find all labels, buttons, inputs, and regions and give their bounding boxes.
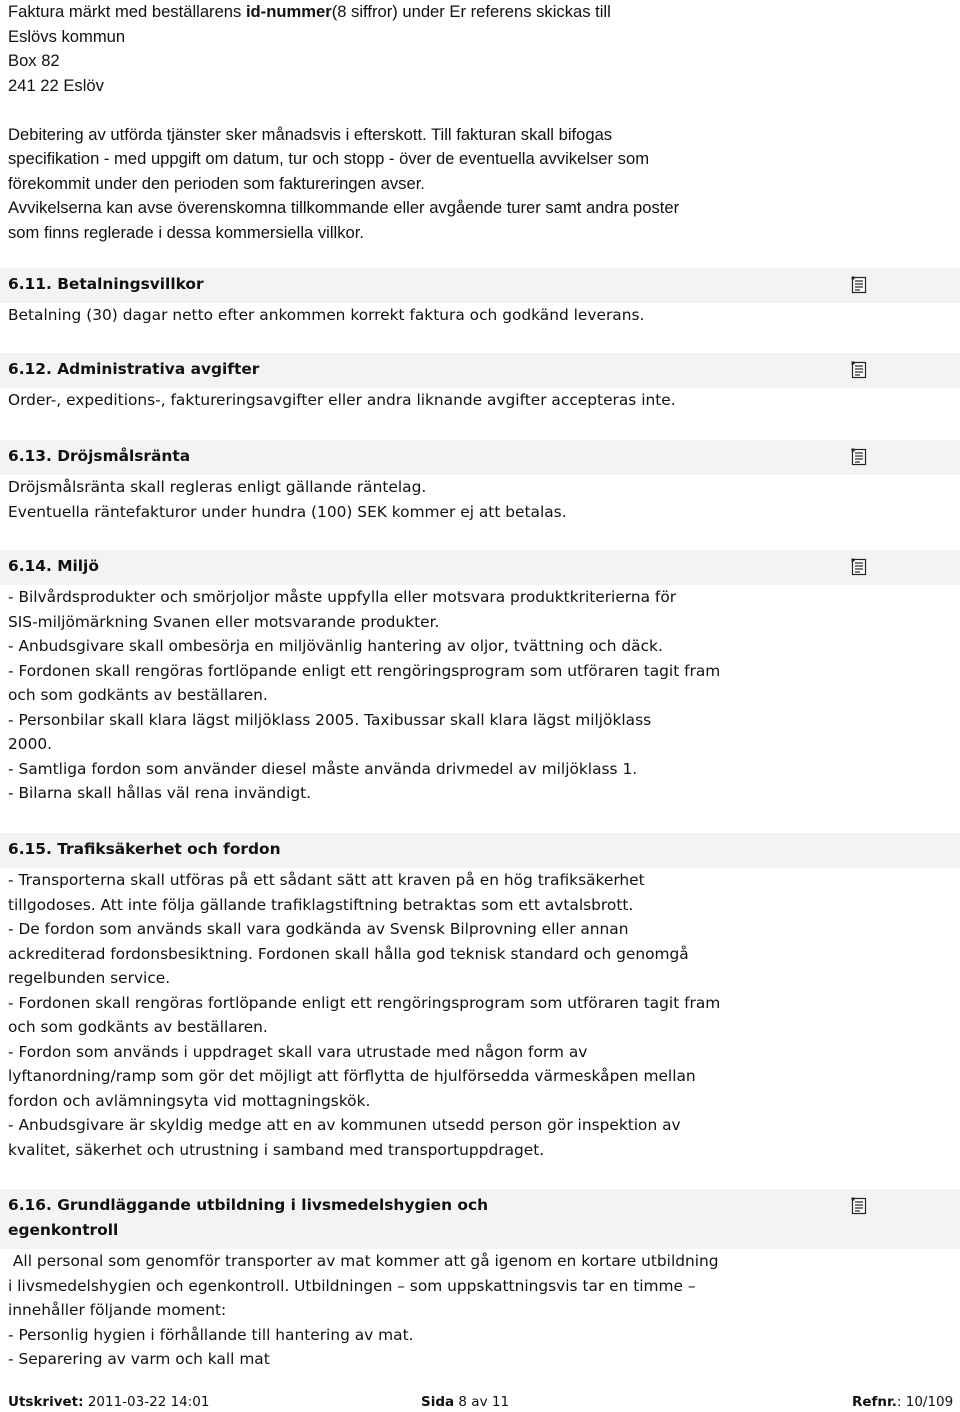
section-body-line: - Bilvårdsprodukter och smörjoljor måste uppfylla eller motsvara produktkriterierna för [8,588,677,606]
address-line-1: Eslövs kommun [8,26,126,46]
section-title-line [8,272,952,297]
section-body [0,1249,960,1372]
section-6-11 [0,268,960,328]
section-heading [0,1189,960,1249]
section-body-line: - Separering av varm och kall mat [8,1350,270,1368]
section-number: 6.11. [8,275,52,293]
section-number: 6.15. [8,840,52,858]
section-body [0,303,960,328]
reference-number: Refnr.: 10/109 [852,1394,954,1410]
section-body [0,388,960,413]
section-body-line: Betalning (30) dagar netto efter ankommen korrekt faktura och godkänd leverans. [8,306,645,324]
section-6-13 [0,440,960,524]
section-body-line: Order-, expeditions-, faktureringsavgifter eller andra liknande avgifter accepteras inte. [8,391,676,409]
intro-line-invoice: Faktura märkt med beställarens id-nummer(8 siffror) under Er referens skickas till [8,2,611,21]
section-body-line: regelbunden service. [8,969,171,987]
billing-line-4: Avvikelserna kan avse överenskomna tillkommande eller avgående turer samt andra poster [8,198,680,217]
section-body-line: - Fordonen skall rengöras fortlöpande enligt ett rengöringsprogram som utföraren tagit fram [8,661,721,680]
intro-text [8,0,948,245]
billing-line-1: Debitering av utförda tjänster sker månadsvis i efterskott. Till fakturan skall bifogas [8,124,613,144]
section-body [0,585,960,806]
section-title-line [8,837,952,862]
section-body-line: - Transporterna skall utföras på ett sådant sätt att kraven på en hög trafiksäkerhet [8,871,645,889]
section-body-line: lyftanordning/ramp som gör det möjligt att förflytta de hjulförsedda värmeskåpen mellan [8,1067,696,1085]
section-heading [0,353,960,388]
section-6-15 [0,833,960,1162]
section-body-line: fordon och avlämningsyta vid mottagningskök. [8,1091,371,1110]
section-title: Dröjsmålsränta [57,447,191,465]
section-body-line: - Anbudsgivare skall ombesörja en miljövänlig hantering av oljor, tvättning och däck. [8,637,663,655]
document-icon[interactable] [851,558,867,576]
section-body-line: Eventuella räntefakturor under hundra (100) SEK kommer ej att betalas. [8,502,567,521]
section-title-line [8,554,952,579]
section-body-line: ackrediterad fordonsbesiktning. Fordonen skall hålla god teknisk standard och genomgå [8,944,689,963]
document-icon[interactable] [851,361,867,379]
section-title: Trafiksäkerhet och fordon [57,840,281,858]
section-body-line: Dröjsmålsränta skall regleras enligt gällande räntelag. [8,478,427,496]
section-body-line: - Anbudsgivare är skyldig medge att en av kommunen utsedd person gör inspektion av [8,1116,681,1134]
document-icon[interactable] [851,448,867,466]
section-heading [0,440,960,475]
section-title: Betalningsvillkor [57,275,204,293]
section-6-12 [0,353,960,413]
section-body-line: All personal som genomför transporter av mat kommer att gå igenom en kortare utbildning [8,1252,719,1270]
document-icon[interactable] [851,1197,867,1215]
section-body [0,868,960,1162]
section-body-line: - Bilarna skall hållas väl rena invändigt. [8,784,312,802]
section-body-line: - Personlig hygien i förhållande till hantering av mat. [8,1325,414,1344]
section-6-16 [0,1189,960,1372]
section-6-14 [0,550,960,806]
section-body-line: och som godkänts av beställaren. [8,686,268,704]
document-icon[interactable] [851,276,867,294]
section-number: 6.12. [8,360,52,378]
billing-line-2: specifikation - med uppgift om datum, tur och stopp - över de eventuella avvikelser som [8,149,650,168]
section-number: 6.14. [8,557,52,575]
section-body-line: och som godkänts av beställaren. [8,1018,268,1036]
section-body-line: - Fordonen skall rengöras fortlöpande enligt ett rengöringsprogram som utföraren tagit fram [8,993,721,1012]
section-title-line [8,444,952,469]
section-body-line: tillgodoses. Att inte följa gällande trafiklagstiftning betraktas som ett avtalsbrott. [8,895,634,914]
section-title-line [8,1218,952,1243]
printed-date: Utskrivet: 2011-03-22 14:01 [8,1394,210,1410]
section-heading [0,550,960,585]
section-heading [0,268,960,303]
section-number: 6.13. [8,447,52,465]
section-title: Grundläggande utbildning i livsmedelshygien och [57,1196,489,1214]
section-title: Administrativa avgifter [57,360,260,378]
section-body-line: - Personbilar skall klara lägst miljöklass 2005. Taxibussar skall klara lägst miljöklass [8,710,652,729]
section-body-line: i livsmedelshygien och egenkontroll. Utbildningen – som uppskattningsvis tar en timme – [8,1276,696,1295]
billing-line-3: förekommit under den perioden som faktureringen avser. [8,173,425,193]
section-body-line: innehåller följande moment: [8,1301,227,1319]
section-title: egenkontroll [8,1220,119,1239]
section-body-line: - De fordon som används skall vara godkända av Svensk Bilprovning eller annan [8,920,629,938]
section-title-line [8,1193,952,1218]
section-title-line [8,357,952,382]
section-body-line: 2000. [8,735,53,753]
billing-line-5: som finns reglerade i dessa kommersiella villkor. [8,222,364,242]
section-body [0,475,960,524]
section-body-line: - Samtliga fordon som använder diesel måste använda drivmedel av miljöklass 1. [8,759,638,778]
section-body-line: SIS-miljömärkning Svanen eller motsvarande produkter. [8,612,440,631]
page-number: Sida 8 av 11 [421,1394,510,1410]
page-footer [0,1392,960,1412]
section-body-line: kvalitet, säkerhet och utrustning i samband med transportuppdraget. [8,1140,545,1159]
section-title: Miljö [57,557,99,575]
address-line-3: 241 22 Eslöv [8,75,104,95]
address-line-2: Box 82 [8,51,60,70]
section-body-line: - Fordon som används i uppdraget skall vara utrustade med någon form av [8,1042,588,1061]
section-number: 6.16. [8,1196,52,1214]
section-heading [0,833,960,868]
